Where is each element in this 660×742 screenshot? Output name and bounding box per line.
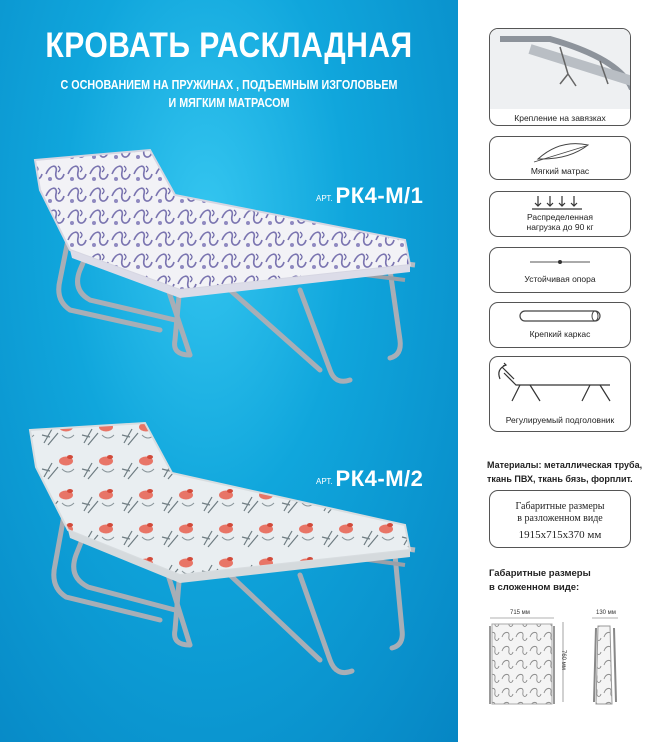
folded-height-label: 760 мм bbox=[560, 650, 566, 670]
dimensions-unfolded-title bbox=[490, 501, 630, 525]
feature-ties bbox=[489, 28, 631, 126]
frame-tube-icon bbox=[490, 303, 632, 327]
dimensions-folded-line-1: Габаритные размеры bbox=[489, 568, 591, 579]
feature-stable-support bbox=[489, 247, 631, 293]
bed-image-2 bbox=[0, 415, 458, 705]
adjustable-headrest-icon bbox=[490, 357, 632, 409]
dimensions-unfolded bbox=[489, 490, 631, 548]
subtitle-line-1: С ОСНОВАНИЕМ НА ПРУЖИНАХ , ПОДЪЕМНЫМ ИЗГОЛОВЬЕМ bbox=[60, 78, 398, 92]
article-prefix-2: АРТ. bbox=[316, 477, 333, 487]
folded-width-label: 715 мм bbox=[510, 610, 530, 616]
article-code-1: РК4-М/1 bbox=[335, 183, 424, 208]
feature-headrest bbox=[489, 356, 631, 432]
feature-load bbox=[489, 191, 631, 237]
feature-load-label-line-2: нагрузка до 90 кг bbox=[526, 222, 594, 232]
dimensions-unfolded-line-2: в разложенном виде bbox=[517, 513, 603, 524]
materials-line-1: Материалы: металлическая труба, bbox=[487, 460, 643, 470]
page-subtitle bbox=[32, 76, 426, 112]
feature-soft-mattress bbox=[489, 136, 631, 180]
materials-line-2: ткань ПВХ, ткань бязь, форплит. bbox=[487, 474, 633, 484]
subtitle-line-2: И МЯГКИМ МАТРАСОМ bbox=[168, 96, 290, 110]
folded-bed-front-image bbox=[486, 616, 558, 708]
dimensions-folded-title bbox=[489, 567, 639, 595]
ties-icon bbox=[490, 29, 631, 109]
dimensions-unfolded-value: 1915х715х370 мм bbox=[518, 529, 602, 541]
materials-text bbox=[487, 458, 647, 486]
feature-load-label-line-1: Распределенная bbox=[526, 212, 594, 222]
product-article-1 bbox=[316, 183, 423, 209]
feather-icon bbox=[490, 137, 632, 167]
folded-depth-label: 130 мм bbox=[596, 610, 616, 616]
feature-frame bbox=[489, 302, 631, 348]
dimensions-folded-line-2: в сложенном виде: bbox=[489, 582, 580, 593]
load-arrows-icon bbox=[490, 192, 632, 212]
feature-stable-support-label: Устойчивая опора bbox=[524, 274, 596, 284]
feature-load-label bbox=[490, 212, 630, 232]
article-code-2: РК4-М/2 bbox=[335, 466, 424, 491]
dimensions-unfolded-line-1: Габаритные размеры bbox=[515, 501, 605, 512]
bed-image-1 bbox=[0, 140, 458, 400]
feature-headrest-label: Регулируемый подголовник bbox=[505, 415, 615, 425]
page-title: КРОВАТЬ РАСКЛАДНАЯ bbox=[45, 26, 413, 65]
stable-support-icon bbox=[490, 248, 632, 274]
folded-height-dimension-line bbox=[560, 622, 566, 702]
feature-soft-mattress-label: Мягкий матрас bbox=[530, 166, 590, 176]
product-article-2 bbox=[316, 466, 423, 492]
folded-bed-side-image bbox=[588, 616, 624, 708]
article-prefix-1: АРТ. bbox=[316, 194, 333, 204]
feature-frame-label: Крепкий каркас bbox=[529, 329, 591, 339]
feature-ties-label: Крепление на завязках bbox=[514, 113, 606, 123]
